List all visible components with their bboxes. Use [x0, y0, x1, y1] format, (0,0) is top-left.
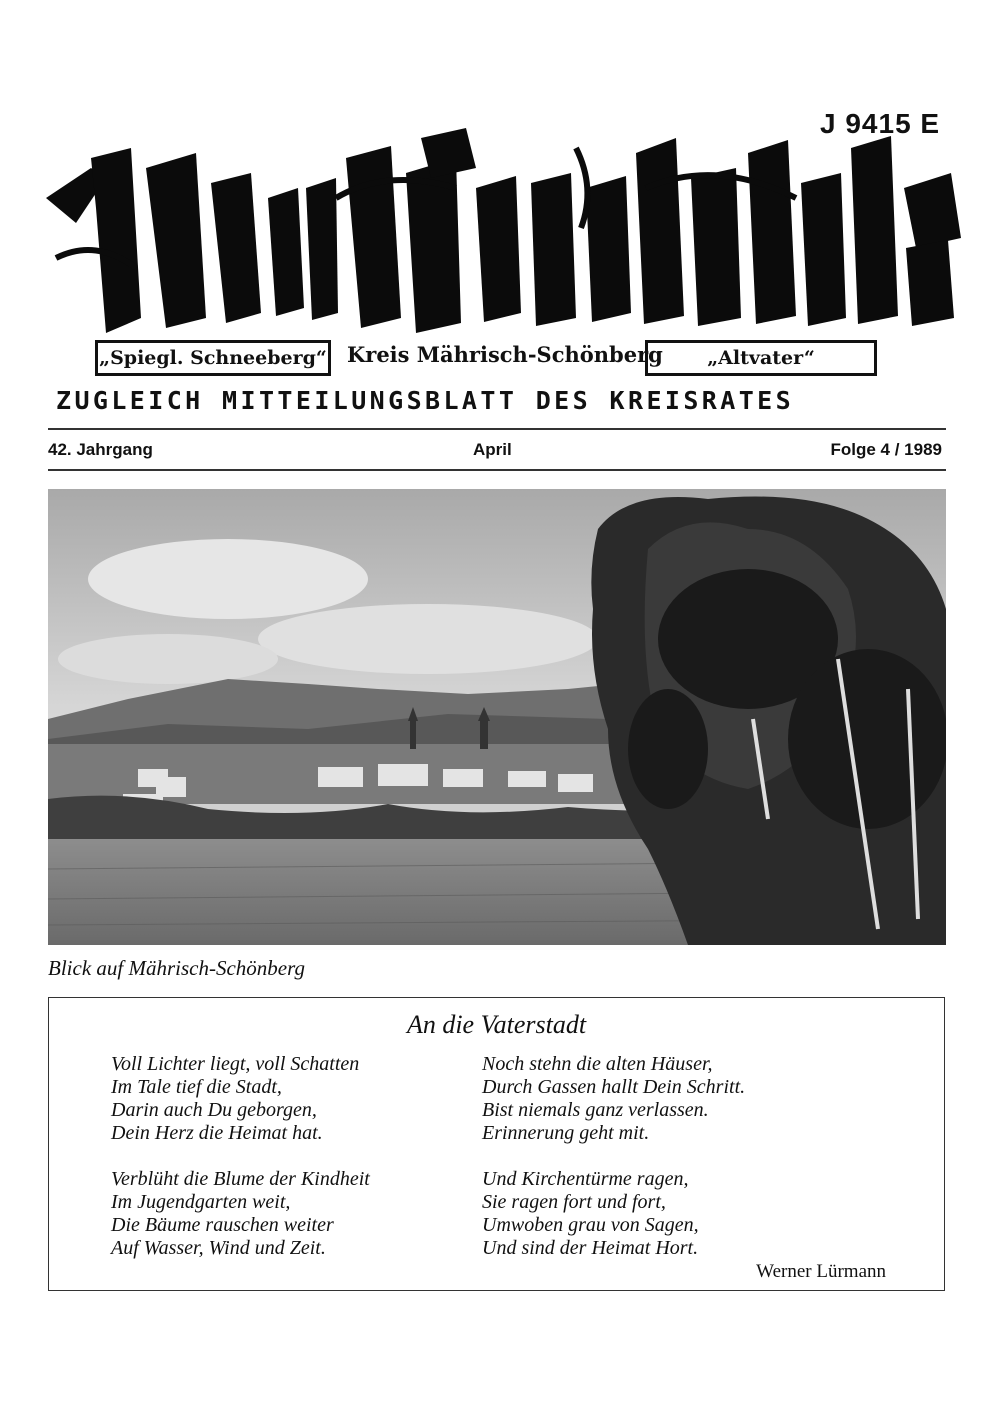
district-name: Kreis Mährisch-Schönberg	[347, 342, 663, 367]
stanza-4	[482, 1168, 699, 1260]
poem-line: Die Bäume rauschen weiter	[111, 1214, 334, 1236]
poem-author: Werner Lürmann	[756, 1261, 886, 1282]
poem-line: Bist niemals ganz verlassen.	[482, 1099, 709, 1121]
right-box-label: „Altvater“	[645, 340, 877, 376]
poem-box	[48, 997, 945, 1291]
poem-line: Auf Wasser, Wind und Zeit.	[111, 1237, 326, 1259]
poem-line: Darin auch Du geborgen,	[111, 1099, 317, 1121]
poem-line: Und sind der Heimat Hort.	[482, 1237, 699, 1259]
issue-number-label: Folge 4 / 1989	[830, 440, 942, 459]
left-box-label: „Spiegl. Schneeberg“	[95, 340, 331, 376]
poem-line: Erinnerung geht mit.	[482, 1122, 650, 1144]
poem-line: Dein Herz die Heimat hat.	[111, 1122, 323, 1144]
poem-line: Durch Gassen hallt Dein Schritt.	[482, 1076, 746, 1098]
newsletter-subtitle: ZUGLEICH MITTEILUNGSBLATT DES KREISRATES	[56, 386, 795, 415]
month-label: April	[473, 440, 512, 459]
poem-line: Sie ragen fort und fort,	[482, 1191, 666, 1213]
poem-line: Noch stehn die alten Häuser,	[482, 1053, 713, 1075]
masthead-subheader	[95, 340, 875, 384]
top-rule	[48, 428, 946, 430]
poem-line: Im Tale tief die Stadt,	[111, 1076, 282, 1098]
photo-caption: Blick auf Mährisch-Schönberg	[48, 956, 305, 980]
poem-title: An die Vaterstadt	[406, 1010, 587, 1039]
poem-line: Im Jugendgarten weit,	[111, 1191, 291, 1213]
poem-line: Umwoben grau von Sagen,	[482, 1214, 699, 1236]
volume-label: 42. Jahrgang	[48, 440, 153, 459]
poem-line: Und Kirchentürme ragen,	[482, 1168, 689, 1190]
poem-line: Voll Lichter liegt, voll Schatten	[111, 1053, 360, 1075]
registration-number: J 9415 E	[820, 108, 941, 139]
stanza-1	[111, 1053, 359, 1145]
stanza-2	[482, 1053, 745, 1145]
stanza-3	[111, 1168, 370, 1260]
masthead-logo	[36, 128, 966, 350]
bottom-rule	[48, 469, 946, 471]
town-photo	[48, 489, 946, 945]
poem-line: Verblüht die Blume der Kindheit	[111, 1168, 370, 1190]
